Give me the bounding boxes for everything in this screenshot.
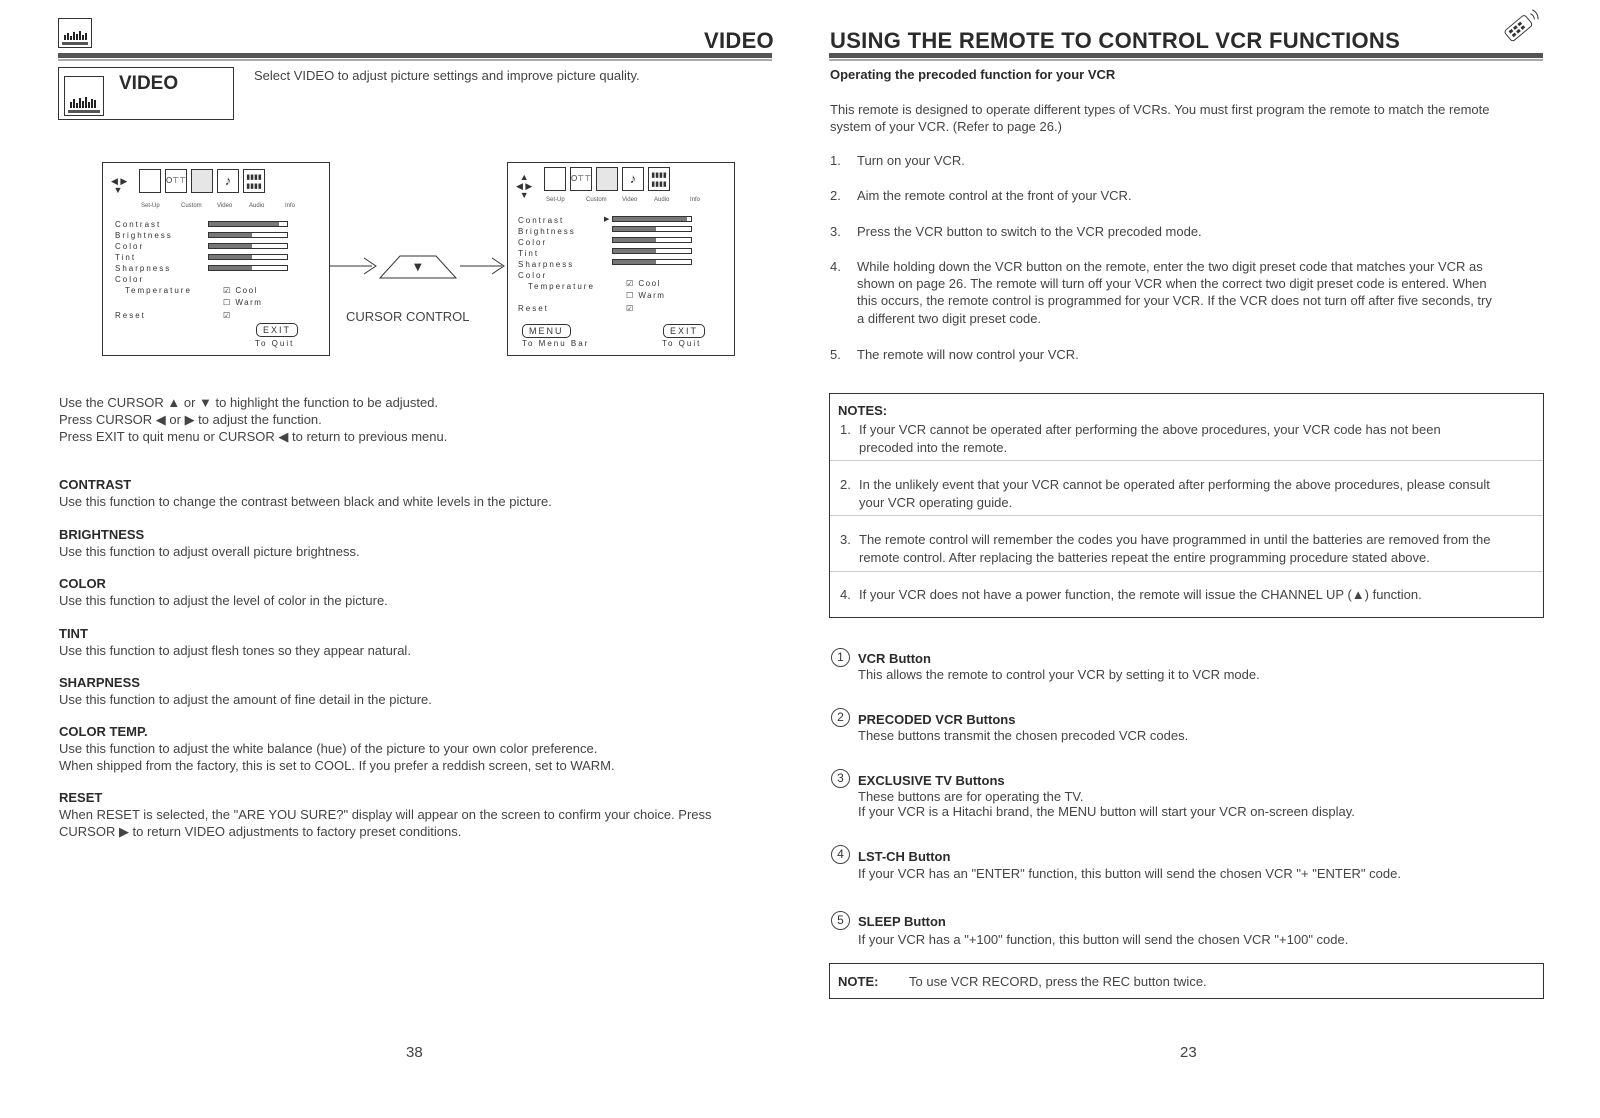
note-text: your VCR operating guide. — [859, 495, 1013, 510]
reset-item: Reset — [115, 311, 146, 320]
menu-button: MENU — [522, 324, 571, 338]
step-text: Press the VCR button to switch to the VCR precoded mode. — [857, 224, 1202, 239]
button-desc: These buttons are for operating the TV. — [858, 789, 1084, 804]
callout-number: 3 — [831, 769, 850, 788]
button-desc: This allows the remote to control your VCR by setting it to VCR mode. — [858, 667, 1260, 682]
contrast-bar — [208, 221, 288, 227]
section-body: When shipped from the factory, this is set to COOL. If you prefer a reddish screen, set to WARM. — [59, 758, 615, 773]
osd-items: Contrast Brightness Color Tint Sharpness Color Temperature — [518, 216, 595, 291]
color-bar — [208, 243, 288, 249]
section-heading: RESET — [59, 790, 103, 805]
note-divider — [830, 460, 1543, 461]
section-heading: SHARPNESS — [59, 675, 140, 690]
note-number: 1. — [840, 422, 851, 437]
audio-tab-icon: ♪ — [217, 169, 239, 193]
video-label: VIDEO — [119, 73, 179, 94]
section-heading: COLOR — [59, 576, 106, 591]
note-text: If your VCR does not have a power function, the remote will issue the CHANNEL UP (▲) function. — [859, 587, 1422, 602]
reset-checkbox-icon: ☑ — [626, 304, 635, 313]
callout-number: 1 — [831, 648, 850, 667]
step-text: a different two digit preset code. — [857, 311, 1042, 326]
record-note-box — [829, 963, 1544, 999]
section-body: Use this function to change the contrast between black and white levels in the picture. — [59, 494, 552, 509]
cursor-instruction-1: Use the CURSOR ▲ or ▼ to highlight the function to be adjusted. — [59, 395, 439, 410]
reset-checkbox-icon: ☑ — [223, 311, 232, 320]
button-title: LST-CH Button — [858, 849, 951, 864]
video-tab-icon — [191, 169, 213, 193]
subheading: Operating the precoded function for your VCR — [830, 67, 1116, 82]
button-desc: If your VCR is a Hitachi brand, the MENU button will start your VCR on-screen display. — [858, 804, 1355, 819]
osd-items: Contrast Brightness Color Tint Sharpness Color Temperature — [115, 220, 192, 295]
note-number: 2. — [840, 477, 851, 492]
note-text: The remote control will remember the codes you have programmed in until the batteries are removed from the — [859, 532, 1491, 547]
step-number: 2. — [830, 188, 841, 203]
cool-option: ☑ Cool — [626, 279, 661, 288]
header-rule — [58, 53, 772, 58]
header-rule-thin — [58, 59, 772, 61]
note-text: precoded into the remote. — [859, 440, 1008, 455]
video-menu-box — [58, 67, 234, 120]
section-body: Use this function to adjust the white balance (hue) of the picture to your own color preference. — [59, 741, 598, 756]
step-text: The remote will now control your VCR. — [857, 347, 1079, 362]
page-title: USING THE REMOTE TO CONTROL VCR FUNCTIONS — [830, 28, 1401, 53]
header-rule-thin — [829, 59, 1543, 61]
brightness-bar — [208, 232, 288, 238]
section-heading: TINT — [59, 626, 88, 641]
step-number: 4. — [830, 259, 841, 274]
button-title: VCR Button — [858, 651, 931, 666]
note-number: 3. — [840, 532, 851, 547]
notes-title: NOTES: — [838, 403, 888, 418]
page-number: 38 — [406, 1044, 423, 1061]
section-body: Use this function to adjust the level of color in the picture. — [59, 593, 388, 608]
setup-tab-icon — [139, 169, 161, 193]
note-text: remote control. After replacing the batteries repeat the entire programming procedure stated above. — [859, 550, 1430, 565]
cursor-instruction-2: Press CURSOR ◀ or ▶ to adjust the function. — [59, 412, 322, 427]
note-text: To use VCR RECORD, press the REC button twice. — [909, 974, 1207, 989]
osd-video-menu-active: ▲ ◀ ▶ ▼ O⊤⊤ ♪ ▮▮▮▮ ▮▮▮▮ Set-Up Custom Video Audio Info Contrast Brightness Color Tint Sharpness Color Temperature ▶ ☑ Cool ☐ Warm Reset ☑ MENU EXIT To Menu Bar To Quit — [507, 162, 735, 356]
to-quit-label: To Quit — [662, 339, 702, 348]
remote-control-icon — [1498, 6, 1540, 48]
cursor-control-label: CURSOR CONTROL — [346, 309, 470, 324]
cursor-arrows-icon: ▲ ◀ ▶ ▼ — [516, 172, 533, 200]
section-heading: COLOR TEMP. — [59, 724, 148, 739]
video-icon — [58, 18, 92, 48]
exit-button: EXIT — [663, 324, 705, 338]
tint-bar — [208, 254, 288, 260]
button-desc: These buttons transmit the chosen precoded VCR codes. — [858, 728, 1189, 743]
exit-button: EXIT — [256, 323, 298, 337]
note-text: If your VCR cannot be operated after performing the above procedures, your VCR code has not been — [859, 422, 1441, 437]
cursor-instruction-3: Press EXIT to quit menu or CURSOR ◀ to return to previous menu. — [59, 429, 448, 444]
button-desc: If your VCR has a "+100" function, this button will send the chosen VCR "+100" code. — [858, 932, 1349, 947]
info-tab-icon: ▮▮▮▮ ▮▮▮▮ — [648, 167, 670, 191]
setup-tab-icon — [544, 167, 566, 191]
step-number: 3. — [830, 224, 841, 239]
button-title: PRECODED VCR Buttons — [858, 712, 1016, 727]
button-title: SLEEP Button — [858, 914, 946, 929]
button-title: EXCLUSIVE TV Buttons — [858, 773, 1005, 788]
cursor-control-diagram — [328, 248, 508, 288]
color-bar — [612, 237, 692, 243]
warm-option: ☐ Warm — [223, 298, 263, 307]
step-text: shown on page 26. The remote will turn off your VCR when the correct two digit preset code is entered. When — [857, 276, 1487, 291]
brightness-bar — [612, 226, 692, 232]
svg-text:▼: ▼ — [414, 262, 422, 273]
header-rule — [829, 53, 1543, 58]
custom-tab-icon: O⊤⊤ — [570, 167, 592, 191]
step-number: 5. — [830, 347, 841, 362]
audio-tab-icon: ♪ — [622, 167, 644, 191]
section-heading: BRIGHTNESS — [59, 527, 145, 542]
video-icon — [64, 76, 104, 116]
step-text: this occurs, the remote control is programmed for your VCR. If the VCR does not turn off after five seconds, try — [857, 293, 1492, 308]
note-label: NOTE: — [838, 974, 879, 989]
button-desc: If your VCR has an "ENTER" function, this button will send the chosen VCR "+ "ENTER" code. — [858, 866, 1401, 881]
callout-number: 5 — [831, 911, 850, 930]
section-body: When RESET is selected, the "ARE YOU SURE?" display will appear on the screen to confirm your choice. Press — [59, 807, 712, 822]
section-body: Use this function to adjust flesh tones so they appear natural. — [59, 643, 411, 658]
callout-number: 2 — [831, 708, 850, 727]
step-text: While holding down the VCR button on the remote, enter the two digit preset code that matches your VCR as — [857, 259, 1483, 274]
step-text: Turn on your VCR. — [857, 153, 965, 168]
osd-video-menu: ◀ ▶ ▼ O⊤⊤ ♪ ▮▮▮▮ ▮▮▮▮ Set-Up Custom Video Audio Info Contrast Brightness Color Tint Sharpness Color Temperature ☑ Cool ☐ Warm Reset ☑ EXIT To Quit — [102, 162, 330, 356]
warm-option: ☐ Warm — [626, 291, 666, 300]
intro-text: Select VIDEO to adjust picture settings and improve picture quality. — [254, 68, 640, 83]
video-tab-icon — [596, 167, 618, 191]
intro-text: This remote is designed to operate different types of VCRs. You must first program the remote to match the remote — [830, 102, 1490, 117]
contrast-bar — [612, 216, 692, 222]
notes-box — [829, 393, 1544, 618]
page-number: 23 — [1180, 1044, 1197, 1061]
cool-option: ☑ Cool — [223, 286, 258, 295]
intro-text: system of your VCR. (Refer to page 26.) — [830, 119, 1062, 134]
selection-pointer-icon: ▶ — [604, 216, 610, 223]
to-menu-bar-label: To Menu Bar — [522, 339, 590, 348]
info-tab-icon: ▮▮▮▮ ▮▮▮▮ — [243, 169, 265, 193]
custom-tab-icon: O⊤⊤ — [165, 169, 187, 193]
callout-number: 4 — [831, 845, 850, 864]
section-body: Use this function to adjust overall picture brightness. — [59, 544, 360, 559]
note-number: 4. — [840, 587, 851, 602]
sharpness-bar — [208, 265, 288, 271]
step-text: Aim the remote control at the front of your VCR. — [857, 188, 1132, 203]
sharpness-bar — [612, 259, 692, 265]
note-divider — [830, 571, 1543, 572]
cursor-arrows-icon: ◀ ▶ ▼ — [111, 176, 128, 195]
to-quit-label: To Quit — [255, 339, 295, 348]
step-number: 1. — [830, 153, 841, 168]
tint-bar — [612, 248, 692, 254]
note-text: In the unlikely event that your VCR cannot be operated after performing the above procedures, please consult — [859, 477, 1490, 492]
page-title: VIDEO — [704, 28, 774, 53]
reset-item: Reset — [518, 304, 549, 313]
section-body: Use this function to adjust the amount of fine detail in the picture. — [59, 692, 432, 707]
section-body: CURSOR ▶ to return VIDEO adjustments to factory preset conditions. — [59, 824, 462, 839]
section-heading: CONTRAST — [59, 477, 132, 492]
note-divider — [830, 515, 1543, 516]
